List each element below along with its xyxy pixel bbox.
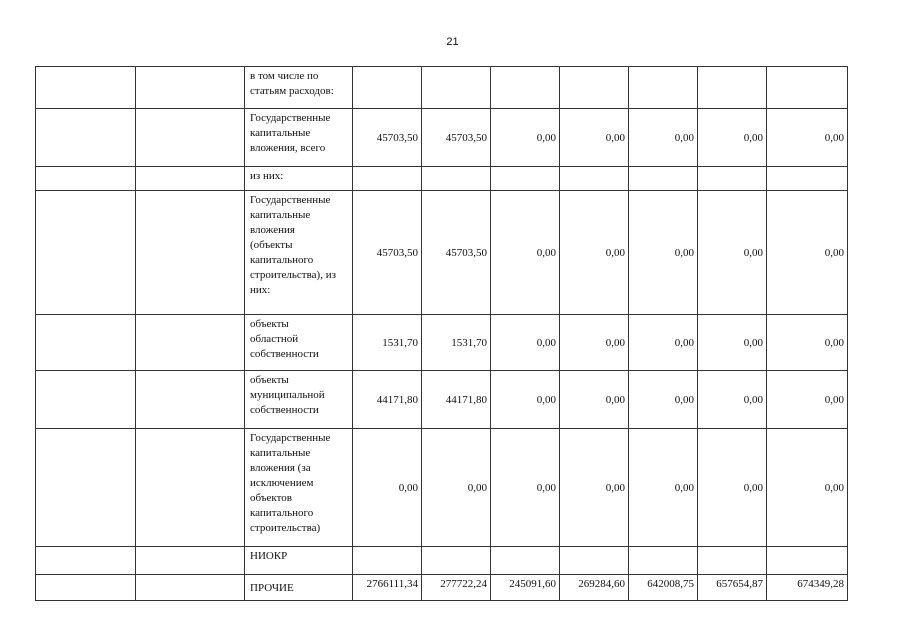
row-number-cell <box>36 109 136 167</box>
value-cell: 0,00 <box>560 429 629 547</box>
value-cell <box>767 547 848 575</box>
table-row <box>36 371 848 429</box>
value-cell <box>629 547 698 575</box>
value-cell <box>353 67 422 109</box>
value-cell: 0,00 <box>491 315 560 371</box>
row-number-cell <box>36 575 136 601</box>
value-cell: 0,00 <box>560 315 629 371</box>
table-row <box>36 547 848 575</box>
value-cell: 0,00 <box>698 371 767 429</box>
value-cell <box>767 67 848 109</box>
value-cell: 44171,80 <box>353 371 422 429</box>
row-number-cell <box>36 167 136 191</box>
value-cell: 657654,87 <box>698 575 767 601</box>
row-label: ПРОЧИЕ <box>245 575 353 601</box>
row-number-cell <box>36 371 136 429</box>
value-cell <box>560 67 629 109</box>
value-cell: 45703,50 <box>353 191 422 315</box>
value-cell: 2766111,34 <box>353 575 422 601</box>
value-cell: 45703,50 <box>353 109 422 167</box>
code-cell <box>136 191 245 315</box>
value-cell: 0,00 <box>767 109 848 167</box>
code-cell <box>136 429 245 547</box>
value-cell <box>767 167 848 191</box>
value-cell: 0,00 <box>767 191 848 315</box>
value-cell <box>629 167 698 191</box>
value-cell: 0,00 <box>767 429 848 547</box>
value-cell: 0,00 <box>767 315 848 371</box>
row-number-cell <box>36 547 136 575</box>
row-number-cell <box>36 191 136 315</box>
value-cell: 269284,60 <box>560 575 629 601</box>
value-cell <box>629 67 698 109</box>
row-label: из них: <box>245 167 353 191</box>
table-row <box>36 109 848 167</box>
value-cell <box>698 167 767 191</box>
value-cell: 0,00 <box>491 109 560 167</box>
value-cell: 45703,50 <box>422 109 491 167</box>
value-cell: 0,00 <box>491 429 560 547</box>
value-cell: 0,00 <box>491 371 560 429</box>
value-cell <box>422 167 491 191</box>
code-cell <box>136 109 245 167</box>
value-cell: 0,00 <box>629 429 698 547</box>
value-cell: 0,00 <box>629 191 698 315</box>
value-cell: 642008,75 <box>629 575 698 601</box>
row-label: объекты муниципальной собственности <box>245 371 353 429</box>
row-label: в том числе по статьям расходов: <box>245 67 353 109</box>
value-cell <box>491 67 560 109</box>
value-cell: 0,00 <box>629 371 698 429</box>
code-cell <box>136 67 245 109</box>
table-row <box>36 429 848 547</box>
row-label: объекты областной собственности <box>245 315 353 371</box>
value-cell: 0,00 <box>698 191 767 315</box>
value-cell <box>491 167 560 191</box>
value-cell: 44171,80 <box>422 371 491 429</box>
value-cell <box>560 167 629 191</box>
table-row <box>36 167 848 191</box>
value-cell: 0,00 <box>767 371 848 429</box>
value-cell: 0,00 <box>698 429 767 547</box>
row-number-cell <box>36 67 136 109</box>
table-row <box>36 67 848 109</box>
value-cell <box>560 547 629 575</box>
value-cell <box>422 547 491 575</box>
value-cell: 45703,50 <box>422 191 491 315</box>
value-cell <box>353 167 422 191</box>
row-number-cell <box>36 315 136 371</box>
code-cell <box>136 575 245 601</box>
value-cell: 0,00 <box>560 109 629 167</box>
value-cell <box>698 67 767 109</box>
value-cell <box>422 67 491 109</box>
row-label: НИОКР <box>245 547 353 575</box>
value-cell: 0,00 <box>353 429 422 547</box>
value-cell: 245091,60 <box>491 575 560 601</box>
value-cell: 0,00 <box>560 191 629 315</box>
budget-table <box>35 66 848 601</box>
value-cell <box>353 547 422 575</box>
value-cell: 0,00 <box>629 315 698 371</box>
table-row <box>36 315 848 371</box>
row-number-cell <box>36 429 136 547</box>
value-cell: 277722,24 <box>422 575 491 601</box>
page-number: 21 <box>446 36 459 48</box>
value-cell: 674349,28 <box>767 575 848 601</box>
code-cell <box>136 167 245 191</box>
value-cell: 1531,70 <box>353 315 422 371</box>
value-cell: 0,00 <box>698 109 767 167</box>
row-label: Государственные капитальные вложения (объекты капитального строительства), из них: <box>245 191 353 315</box>
code-cell <box>136 547 245 575</box>
table-row <box>36 575 848 601</box>
code-cell <box>136 371 245 429</box>
value-cell: 0,00 <box>491 191 560 315</box>
value-cell: 0,00 <box>560 371 629 429</box>
value-cell <box>491 547 560 575</box>
row-label: Государственные капитальные вложения (за исключением объектов капитального строительства) <box>245 429 353 547</box>
value-cell: 0,00 <box>422 429 491 547</box>
row-label: Государственные капитальные вложения, всего <box>245 109 353 167</box>
value-cell <box>698 547 767 575</box>
code-cell <box>136 315 245 371</box>
value-cell: 0,00 <box>629 109 698 167</box>
table-row <box>36 191 848 315</box>
value-cell: 0,00 <box>698 315 767 371</box>
value-cell: 1531,70 <box>422 315 491 371</box>
